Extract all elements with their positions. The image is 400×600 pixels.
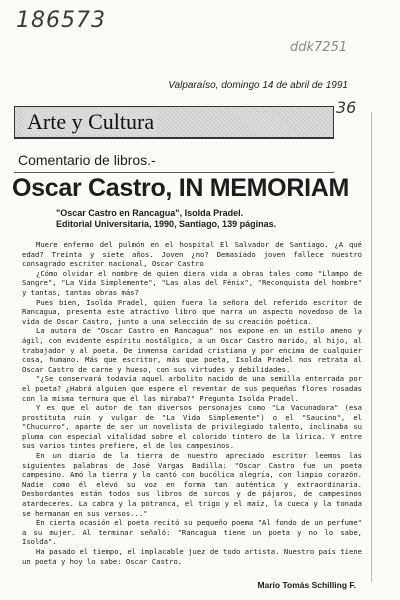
margin-line [371,112,372,582]
book-reference [56,208,356,230]
handwritten-catalog-reference: ddk7251 [290,40,348,55]
paragraph: ¿Cómo olvidar el nombre de quien diera vida a obras tales como "Llampo de Sangre", "La Vida Simplemente", "Las alas del Fénix", "Reconquista del hombre" y tantas, tantas obras más? [22,268,362,297]
section-title: Arte y Cultura [23,109,158,135]
paragraph: En un diario de la tierra de nuestro apreciado escritor leemos las siguientes palabras de José Vargas Badilla: "Oscar Castro fue un poeta campesino. Amó la tierra y la cantó con bucólica alegría, con limpio corazón. Nadie como él elevó su voz en forma tan auténtica y extraordinaria. Desbordantes están todos sus libros de surcos y de pájaros, de campesinos atardeceres. La cabra y la potranca, el trigo y el maíz, la cueca y la tonada se hermanan en sus versos..." [22,451,362,518]
paragraph: En cierta ocasión el poeta recitó su pequeño poema "Al fondo de un perfume" a su mujer. Al terminar señaló: "Rancagua tiene un poeta y no lo sabe, Isolda". [22,518,362,547]
paragraph: La autora de "Oscar Castro en Rancagua" nos expone en un estilo ameno y ágil, con evidente espíritu nostálgico, a un Oscar Castro marido, al hijo, al trabajador y al poeta. De inmensa caridad cristiana y por encima de cualquier cosa, humano. Más que escritor, más que poeta, Isolda Pradel nos retrata al Oscar Castro de carne y hueso, con sus virtudes y debilidades. [22,326,362,374]
handwritten-clip-number: 186573 [16,8,106,33]
book-reference-publisher: Editorial Universitaria, 1990, Santiago, 139 páginas. [56,219,277,229]
section-banner [14,106,334,138]
author-signature: Mario Tomás Schilling F. [257,580,356,590]
article-headline: Oscar Castro, IN MEMORIAM [12,174,350,202]
paragraph: "¿Se conservará todavía aquel arbolito nacido de una semilla enterrada por el poeta? ¿Habrá alguien que espere el reventar de sus pequeñas flores rosadas con la misma ternura que él las miraba?" Pregunta Isolda Pradel. [22,374,362,403]
book-reference-title-author: "Oscar Castro en Rancagua", Isolda Pradel. [56,208,244,218]
handwritten-page-mark: 36 [336,98,357,117]
subheading: Comentario de libros.- [18,152,156,168]
paragraph: Pues bien, Isolda Pradel, quien fuera la señora del referido escritor de Rancagua, presenta este atractivo libro que narra un aspecto novedoso de la vida de Oscar Castro, junto a una selección de su creación poética. [22,297,362,326]
paragraph: Ha pasado el tiempo, el implacable juez de todo artista. Nuestro país tiene un poeta y hoy lo sabe: Oscar Castro. [22,547,362,566]
article-body [22,240,362,566]
paragraph: Y es que el autor de tan diversos personajes como "La Vacunadora" (esa prostituta ruin y vulgar de "La Vida Simplemente") o el "Saucino", el "Chucurro", aparte de ser un novelista de privilegiado talento, inclinaba su pluma con especial vitalidad sobre el colorido tintero de la lírica. Y entre sus varios tintes prefiere, el de los campesinos. [22,403,362,451]
paragraph: Muere enfermo del pulmón en el hospital El Salvador de Santiago. ¿A qué edad? Treinta y siete años. Joven ¿no? Demasiado joven fallece nuestro consagrado escritor nacional, Oscar Castro [22,240,362,269]
divider-rule [14,138,334,139]
dateline: Valparaíso, domingo 14 de abril de 1991 [168,80,348,91]
subheading-rule [14,172,334,173]
